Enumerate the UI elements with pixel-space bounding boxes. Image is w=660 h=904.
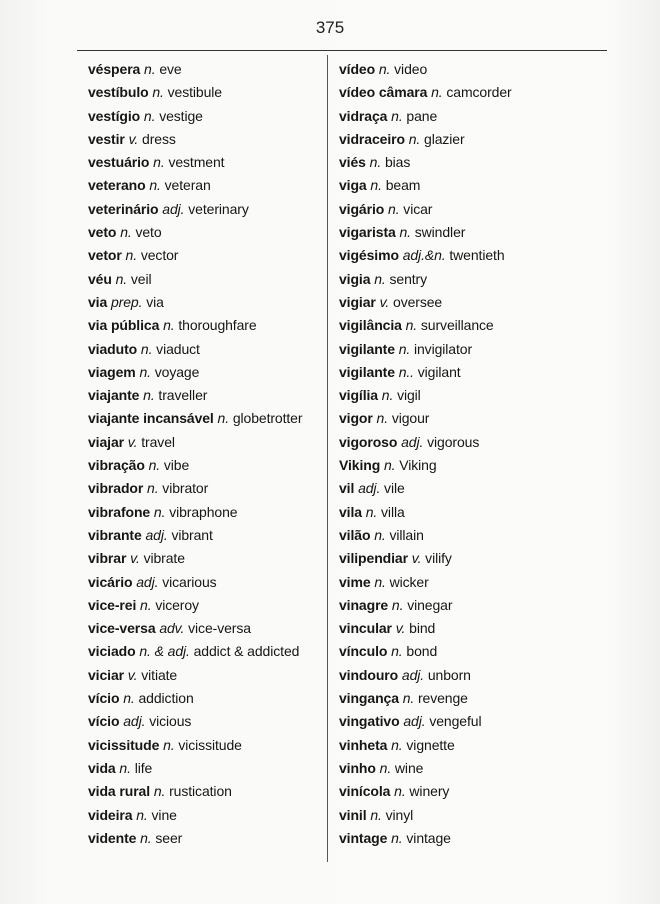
entry-part-of-speech: n. <box>153 503 166 520</box>
entry-translation: unborn <box>427 666 471 683</box>
entry-part-of-speech: n. <box>391 736 403 753</box>
entry-part-of-speech: adj.&n. <box>402 247 446 264</box>
dictionary-entry <box>88 58 322 81</box>
dictionary-entry <box>88 710 322 733</box>
entry-translation: surveillance <box>420 317 494 334</box>
entry-headword: vinil <box>339 806 367 823</box>
entry-part-of-speech: adj. <box>358 480 381 497</box>
entry-translation: vestibule <box>167 84 222 101</box>
entry-part-of-speech: adj. <box>123 713 146 730</box>
dictionary-entry <box>88 477 322 500</box>
entry-translation: bond <box>406 643 438 660</box>
entry-part-of-speech: n. <box>149 177 161 194</box>
entry-part-of-speech: n. <box>374 270 386 287</box>
entry-translation: camcorder <box>446 84 512 101</box>
entry-part-of-speech: adv. <box>159 620 185 637</box>
entry-translation: thoroughfare <box>178 317 257 334</box>
entry-translation: vibrant <box>171 526 213 543</box>
entry-part-of-speech: adj. <box>145 526 168 543</box>
entry-headword: vinícola <box>339 783 391 800</box>
entry-headword: viciar <box>88 666 124 683</box>
entry-headword: viajante <box>88 387 140 404</box>
entry-headword: videira <box>88 806 133 823</box>
entry-part-of-speech: n.. <box>398 363 414 380</box>
entry-translation: oversee <box>393 293 443 310</box>
entry-translation: seer <box>155 829 183 846</box>
entry-translation: veto <box>135 224 162 241</box>
entry-translation: vibrate <box>143 550 185 567</box>
entry-translation: vile <box>384 480 405 497</box>
entry-translation: viaduct <box>156 340 200 357</box>
entry-translation: addiction <box>138 690 194 707</box>
dictionary-entry <box>339 81 601 104</box>
dictionary-entry <box>88 617 322 640</box>
dictionary-entry <box>88 151 322 174</box>
entry-part-of-speech: adj. <box>403 713 426 730</box>
entry-translation: beam <box>385 177 421 194</box>
entry-translation: vicar <box>403 200 433 217</box>
entry-translation: vibe <box>163 457 190 474</box>
entry-part-of-speech: n. <box>379 759 392 776</box>
dictionary-entry <box>88 431 322 454</box>
entry-headword: vintage <box>339 829 388 846</box>
dictionary-entry <box>88 291 322 314</box>
dictionary-entry <box>339 617 601 640</box>
entry-translation: eve <box>159 61 182 77</box>
entry-translation: traveller <box>158 387 208 404</box>
entry-part-of-speech: n. <box>402 690 415 707</box>
dictionary-entry <box>88 640 322 663</box>
entry-translation: vicissitude <box>178 736 242 753</box>
entry-part-of-speech: n. <box>383 457 396 474</box>
dictionary-entry <box>88 594 322 617</box>
dictionary-entry <box>339 361 601 384</box>
entry-part-of-speech: n. <box>381 387 394 404</box>
entry-part-of-speech: v. <box>130 550 140 567</box>
entry-translation: vintage <box>406 829 451 846</box>
entry-translation: vector <box>140 247 179 264</box>
entry-headword: vinheta <box>339 736 388 753</box>
entry-headword: viajante incansável <box>88 410 214 427</box>
dictionary-entry <box>88 501 322 524</box>
entry-headword: vida <box>88 759 116 776</box>
entry-part-of-speech: n. <box>140 829 152 846</box>
dictionary-entry <box>88 780 322 803</box>
dictionary-entry <box>339 384 601 407</box>
entry-part-of-speech: n. <box>370 806 382 823</box>
dictionary-entry <box>339 734 601 757</box>
entry-headword: via <box>88 293 108 310</box>
dictionary-entry <box>88 687 322 710</box>
entry-translation: vicarious <box>162 573 217 590</box>
entry-part-of-speech: n. <box>147 480 159 497</box>
entry-part-of-speech: n. <box>136 806 148 823</box>
entry-headword: vigésimo <box>339 247 399 264</box>
entry-part-of-speech: v. <box>379 293 390 310</box>
entry-part-of-speech: prep. <box>110 293 143 310</box>
entry-headword: vidraça <box>339 107 388 124</box>
entry-headword: vinagre <box>339 596 389 613</box>
entry-part-of-speech: n. <box>163 736 175 753</box>
entry-part-of-speech: n. <box>217 410 230 427</box>
entry-translation: vibraphone <box>169 503 238 520</box>
dictionary-entry <box>88 407 322 430</box>
dictionary-entry <box>339 128 601 151</box>
entry-part-of-speech: adj. <box>136 573 159 590</box>
dictionary-entry <box>339 571 601 594</box>
entry-part-of-speech: n. <box>153 783 166 800</box>
entry-part-of-speech: n. <box>144 61 156 77</box>
dictionary-entry <box>339 524 601 547</box>
entry-translation: vinegar <box>407 596 453 613</box>
entry-part-of-speech: n. <box>378 61 391 77</box>
entry-headword: vestígio <box>88 107 141 124</box>
entry-part-of-speech: n. <box>391 596 404 613</box>
entry-translation: vestige <box>159 107 203 124</box>
entry-translation: rustication <box>169 783 232 800</box>
entry-headword: vício <box>88 713 120 730</box>
entry-part-of-speech: adj. <box>401 666 425 683</box>
entry-translation: video <box>394 61 428 77</box>
dictionary-entry <box>339 221 601 244</box>
entry-part-of-speech: n. <box>405 317 418 334</box>
entry-part-of-speech: n. <box>163 317 175 334</box>
entry-headword: viaduto <box>88 340 138 357</box>
entry-headword: vídeo <box>339 61 376 77</box>
entry-part-of-speech: v. <box>411 550 422 567</box>
entry-part-of-speech: n. <box>148 457 161 474</box>
dictionary-entry <box>339 547 601 570</box>
entry-translation: addict & addicted <box>193 643 300 660</box>
dictionary-entry <box>88 384 322 407</box>
dictionary-entry <box>339 780 601 803</box>
dictionary-entry <box>339 338 601 361</box>
entry-translation: vigorous <box>427 433 480 450</box>
dictionary-entry <box>88 128 322 151</box>
entry-translation: vice-versa <box>188 620 251 637</box>
entry-translation: globetrotter <box>232 410 303 427</box>
dictionary-entry <box>88 314 322 337</box>
dictionary-entry <box>339 314 601 337</box>
entry-headword: vilipendiar <box>339 550 408 567</box>
entry-part-of-speech: n. <box>376 410 389 427</box>
dictionary-entry <box>339 244 601 267</box>
entry-headword: vice-rei <box>88 596 137 613</box>
dictionary-entry <box>88 198 322 221</box>
entry-headword: vibrar <box>88 550 127 567</box>
dictionary-entry <box>339 431 601 454</box>
entry-part-of-speech: n. <box>152 84 164 101</box>
entry-headword: vicário <box>88 573 133 590</box>
entry-translation: veteran <box>164 177 211 194</box>
entry-headword: vingativo <box>339 713 400 730</box>
dictionary-entry <box>88 757 322 780</box>
entry-part-of-speech: n. <box>388 200 400 217</box>
dictionary-entry <box>88 804 322 827</box>
entry-headword: vidraceiro <box>339 130 405 147</box>
entry-translation: vine <box>151 806 177 823</box>
entry-headword: vigia <box>339 270 371 287</box>
entry-part-of-speech: n. <box>374 526 386 543</box>
entry-headword: vibrador <box>88 480 144 497</box>
entry-part-of-speech: n. <box>370 177 382 194</box>
entry-headword: vestíbulo <box>88 84 149 101</box>
entry-translation: winery <box>409 783 450 800</box>
dictionary-entry <box>88 81 322 104</box>
entry-translation: pane <box>406 107 438 124</box>
dictionary-entry <box>339 454 601 477</box>
entry-part-of-speech: v. <box>395 620 406 637</box>
entry-translation: bind <box>409 620 436 637</box>
entry-part-of-speech: adj. <box>401 433 424 450</box>
entry-translation: vigilant <box>417 363 461 380</box>
dictionary-entry <box>339 268 601 291</box>
entry-part-of-speech: n. <box>399 224 411 241</box>
dictionary-entry <box>88 338 322 361</box>
entry-translation: wine <box>394 759 424 776</box>
dictionary-entry <box>339 827 601 850</box>
entry-part-of-speech: n. <box>374 573 386 590</box>
entry-part-of-speech: v. <box>127 433 138 450</box>
entry-translation: swindler <box>414 224 466 241</box>
dictionary-entry <box>339 687 601 710</box>
entry-translation: voyage <box>154 363 200 380</box>
entry-headword: viajar <box>88 433 124 450</box>
entry-translation: vengeful <box>429 713 482 730</box>
entry-headword: viga <box>339 177 367 194</box>
entry-part-of-speech: n. <box>120 224 132 241</box>
entry-headword: vetor <box>88 247 122 264</box>
entry-headword: vibrante <box>88 526 142 543</box>
entry-headword: veterano <box>88 177 146 194</box>
column-divider <box>327 55 328 862</box>
dictionary-entry <box>339 501 601 524</box>
dictionary-entry <box>88 361 322 384</box>
entry-part-of-speech: n. <box>408 130 421 147</box>
entry-part-of-speech: n. <box>140 340 153 357</box>
entry-headword: vil <box>339 480 355 497</box>
dictionary-entry <box>339 291 601 314</box>
dictionary-entry <box>88 664 322 687</box>
entry-headword: vice-versa <box>88 620 156 637</box>
dictionary-entry <box>339 710 601 733</box>
entry-headword: vestir <box>88 130 125 147</box>
entry-headword: vício <box>88 690 120 707</box>
entry-translation: vignette <box>406 736 455 753</box>
entry-translation: veil <box>130 270 152 287</box>
entry-headword: viciado <box>88 643 136 660</box>
entry-part-of-speech: v. <box>127 666 138 683</box>
entry-headword: vida rural <box>88 783 151 800</box>
entry-headword: vigilante <box>339 340 395 357</box>
entry-headword: vibração <box>88 457 145 474</box>
entry-translation: twentieth <box>449 247 505 264</box>
entry-part-of-speech: n. <box>391 829 403 846</box>
entry-translation: invigilator <box>413 340 473 357</box>
entry-headword: vigor <box>339 410 373 427</box>
entry-part-of-speech: n. <box>140 596 152 613</box>
dictionary-entry <box>339 407 601 430</box>
dictionary-entry <box>88 244 322 267</box>
entry-headword: via pública <box>88 317 160 334</box>
entry-part-of-speech: n. <box>365 503 378 520</box>
entry-translation: vinyl <box>385 806 414 823</box>
entry-part-of-speech: n. <box>125 247 138 264</box>
dictionary-entry <box>339 105 601 128</box>
entry-translation: villa <box>381 503 405 520</box>
entry-translation: sentry <box>389 270 428 287</box>
entry-translation: revenge <box>417 690 468 707</box>
dictionary-entry <box>88 524 322 547</box>
left-column <box>88 58 322 850</box>
entry-translation: vigil <box>397 387 421 404</box>
entry-part-of-speech: n. <box>391 107 403 124</box>
dictionary-entry <box>339 174 601 197</box>
entry-translation: Viking <box>399 457 437 474</box>
entry-headword: vicissitude <box>88 736 160 753</box>
entry-headword: véspera <box>88 61 141 77</box>
dictionary-entry <box>88 827 322 850</box>
entry-translation: via <box>146 293 164 310</box>
entry-translation: vilify <box>425 550 452 567</box>
entry-part-of-speech: v. <box>128 130 139 147</box>
entry-translation: vicious <box>149 713 192 730</box>
dictionary-entry <box>88 221 322 244</box>
entry-translation: life <box>134 759 153 776</box>
entry-headword: vingança <box>339 690 399 707</box>
dictionary-entry <box>339 58 601 81</box>
entry-headword: vilão <box>339 526 371 543</box>
entry-translation: dress <box>142 130 176 147</box>
dictionary-entry <box>88 547 322 570</box>
entry-headword: vigário <box>339 200 385 217</box>
dictionary-entry <box>339 664 601 687</box>
entry-part-of-speech: n. <box>398 340 411 357</box>
entry-headword: vigilante <box>339 363 395 380</box>
dictionary-entry <box>88 105 322 128</box>
entry-translation: vestment <box>168 154 225 171</box>
entry-part-of-speech: n. <box>394 783 406 800</box>
entry-translation: viceroy <box>155 596 199 613</box>
entry-headword: vindouro <box>339 666 399 683</box>
dictionary-entry <box>88 734 322 757</box>
dictionary-entry <box>339 477 601 500</box>
entry-headword: veto <box>88 224 117 241</box>
entry-headword: viés <box>339 154 366 171</box>
entry-translation: villain <box>389 526 424 543</box>
entry-headword: vigoroso <box>339 433 398 450</box>
entry-translation: bias <box>384 154 411 171</box>
dictionary-entry <box>339 198 601 221</box>
entry-headword: vincular <box>339 620 392 637</box>
entry-headword: vila <box>339 503 362 520</box>
entry-headword: vigarista <box>339 224 396 241</box>
entry-part-of-speech: n. <box>431 84 443 101</box>
entry-part-of-speech: n. <box>369 154 382 171</box>
entry-headword: vestuário <box>88 154 150 171</box>
right-column <box>339 58 601 850</box>
entry-headword: viagem <box>88 363 136 380</box>
entry-part-of-speech: n. <box>391 643 403 660</box>
entry-headword: vidente <box>88 829 137 846</box>
entry-headword: véu <box>88 270 112 287</box>
entry-headword: vime <box>339 573 371 590</box>
entry-headword: Viking <box>339 457 381 474</box>
page-number: 375 <box>315 18 345 37</box>
dictionary-entry <box>339 757 601 780</box>
entry-part-of-speech: n. <box>143 387 155 404</box>
entry-part-of-speech: adj. <box>162 200 185 217</box>
entry-translation: veterinary <box>188 200 249 217</box>
entry-headword: vibrafone <box>88 503 151 520</box>
entry-translation: vitiate <box>141 666 178 683</box>
entry-headword: vídeo câmara <box>339 84 428 101</box>
dictionary-entry <box>88 268 322 291</box>
entry-translation: vigour <box>391 410 430 427</box>
dictionary-entry <box>88 174 322 197</box>
entry-part-of-speech: n. <box>153 154 165 171</box>
dictionary-entry <box>339 151 601 174</box>
entry-headword: vigilância <box>339 317 402 334</box>
entry-part-of-speech: n. & adj. <box>139 643 190 660</box>
entry-headword: veterinário <box>88 200 159 217</box>
entry-translation: travel <box>141 433 175 450</box>
dictionary-entry <box>88 454 322 477</box>
dictionary-entry <box>88 571 322 594</box>
entry-headword: vínculo <box>339 643 388 660</box>
entry-translation: vibrator <box>162 480 209 497</box>
entry-translation: glazier <box>424 130 465 147</box>
dictionary-entry <box>339 640 601 663</box>
entry-headword: vigília <box>339 387 378 404</box>
dictionary-entry <box>339 594 601 617</box>
entry-headword: vinho <box>339 759 376 776</box>
entry-part-of-speech: n. <box>119 759 131 776</box>
entry-part-of-speech: n. <box>143 107 156 124</box>
dictionary-entry <box>339 804 601 827</box>
entry-part-of-speech: n. <box>139 363 151 380</box>
entry-headword: vigiar <box>339 293 376 310</box>
entry-part-of-speech: n. <box>123 690 135 707</box>
entry-part-of-speech: n. <box>115 270 128 287</box>
entry-translation: wicker <box>389 573 429 590</box>
header-rule <box>77 50 607 51</box>
